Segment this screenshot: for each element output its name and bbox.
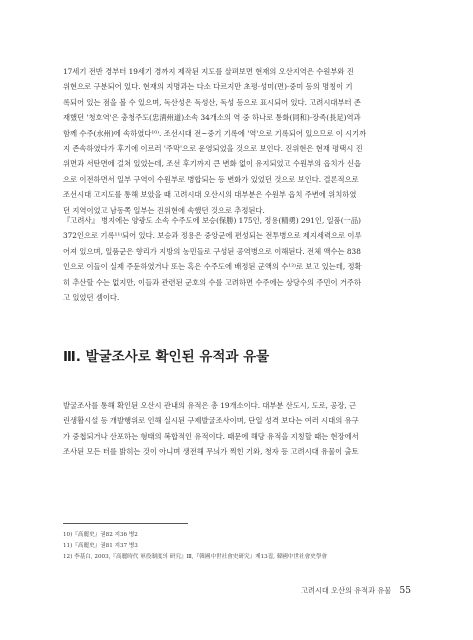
text-line: 위면과 서탄면에 걸쳐 있었는데, 조선 후기까지 큰 변화 없이 유지되었고 수원부의 읍치가 신읍: [63, 159, 362, 169]
text-line: 고 있었던 셈이다.: [63, 292, 120, 302]
text-line: 린생활시설 등 개발행위로 인해 실시된 구제발굴조사이며, 단일 성격 보다는 여러 시대의 유구: [63, 416, 359, 426]
page-number: 55: [399, 586, 411, 596]
text-line: 지 존속하였다가 후기에 이르러 '주막'으로 운영되었을 것으로 보인다. 진위현은 현재 평택시 진: [63, 143, 363, 153]
footnotes: [63, 530, 405, 563]
text-line: 372인으로 기록¹¹⁾되어 있다. 보승과 정용은 중앙군에 편성되는 전투병으로 제지세력으로 이루: [63, 231, 362, 241]
text-line: 히 추산할 수는 없지만, 이들과 관련된 군호의 수를 고려하면 수주에는 상당수의 주민이 거주하: [63, 277, 362, 287]
text-line: 으로 이전하면서 일부 구역이 수원부로 병합되는 등 변화가 있었던 것으로 보인다. 결론적으로: [63, 174, 359, 184]
text-line: 『고려사』 병지에는 양광도 소속 수주도에 보승(保勝) 175인, 정용(精勇) 291인, 일품(一品): [63, 216, 361, 225]
text-line: 17세기 전반 경부터 19세기 경까지 제작된 지도를 살펴보면 현재의 오산지역은 수원부와 진: [63, 67, 354, 76]
text-line: 록되어 있는 점을 볼 수 있으며, 독산성은 독성산, 독성 등으로 표시되어 있다. 고려시대부터 존: [63, 97, 361, 107]
body-paragraph-1: [63, 64, 405, 218]
section-heading: Ⅲ. 발굴조사로 확인된 유적과 유물: [63, 349, 270, 365]
footnote-item: 12) 李基白, 2003,『高麗時代 軍役制度의 研究』Ⅲ,『韓國中世社會史研究』제13집, 韓國中世社會史學會: [63, 554, 328, 560]
footnote-item: 11)『高麗史』권81 지37 병3: [63, 543, 138, 549]
text-line: 위현으로 구분되어 있다. 현재의 지명과는 다소 다르지만 초평·성미(면)·중미 등의 명칭이 기: [63, 82, 353, 92]
footnote-item: 10)『高麗史』권82 지36 병2: [63, 532, 138, 538]
text-line: 가 중첩되거나 산포하는 형태의 복합적인 유적이다. 때문에 해당 유적을 지칭할 때는 현장에서: [63, 431, 359, 441]
body-paragraph-3: [63, 398, 405, 460]
running-title: 고려시대 오산의 유적과 유물: [301, 586, 392, 595]
text-line: 던 지역이었고 남동쪽 일부는 진위현에 속했던 것으로 추정된다.: [63, 205, 265, 215]
text-line: 함께 수주(水州)에 속하였다¹⁰⁾. 조선시대 전~중기 기록에 '역'으로 기록되어 있으므로 이 시기까: [63, 128, 367, 138]
text-line: 발굴조사를 통해 확인된 오산시 관내의 유적은 총 19개소이다. 대부분 산도시, 도로, 공장, 근: [63, 401, 357, 410]
footnote-divider: [63, 523, 188, 524]
text-line: 조선시대 고지도를 통해 보았을 때 고려시대 오산시의 대부분은 수원부 읍치 주변에 위치하였: [63, 190, 357, 200]
text-line: 어져 있으며, 일품군은 향리가 지방의 농민들로 구성된 공역병으로 이해된다. 전체 액수는 838: [63, 246, 361, 256]
body-paragraph-2: [63, 213, 405, 305]
page-footer: [301, 586, 411, 596]
text-line: 인으로 이들이 실제 주둔하였거나 또는 혹은 수주도에 배정된 군액의 수¹²⁾로 보고 있는데, 정확: [63, 262, 362, 272]
text-line: 조사된 모든 터를 밝히는 것이 아니며 생전해 무늬가 찍힌 기와, 청자 등 고려시대 유물이 출토: [63, 447, 359, 457]
text-line: 재했던 '청호역'은 충청주도(忠淸州道)소속 34개소의 역 중 하나로 통화(同和)·장족(長足)역과: [63, 113, 361, 123]
